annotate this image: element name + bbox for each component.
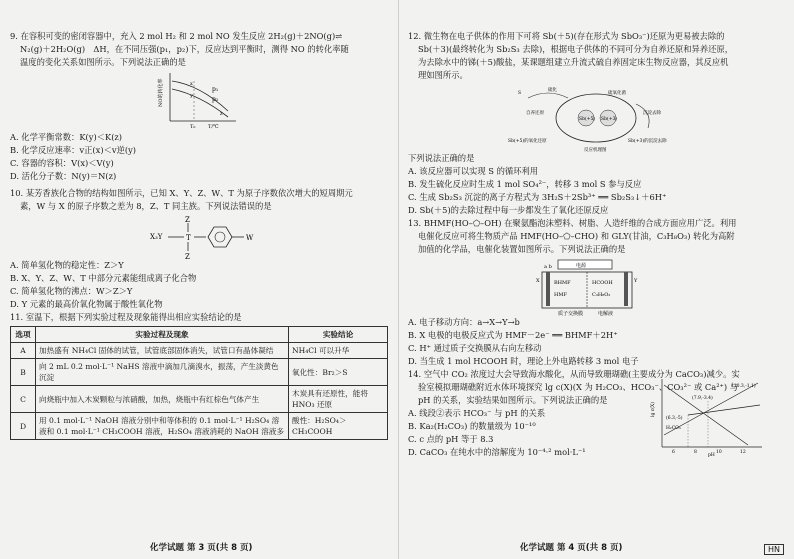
q14-point-3: (10.3,-1.1) [732,384,756,389]
q13-line: 加值的化学品，电催化装置如图所示。下列说法正确的是 [418,244,626,254]
q9-option-d: D. 活化分子数：N(y)＝N(z) [10,171,117,181]
q14-option-a: A. 线段②表示 HCO₃⁻ 与 pH 的关系 [408,408,546,418]
q14-option-c: C. c 点的 pH 等于 8.3 [408,434,494,444]
q12-option-d: D. Sb(＋5)的去除过程中每一步都发生了氧化还原反应 [408,205,609,215]
q13-electrolysis-cell [408,256,786,316]
q12-option-b: B. 发生硫化反应时生成 1 mol SO₄²⁻，转移 3 mol S 参与反应 [408,179,642,189]
table-cell-conclusion: NH₄Cl 可以升华 [289,343,388,359]
q10-w-label: W [246,234,254,242]
q10-x3y-label: X₃Y [150,233,163,241]
q10-line: 10. 某芳香族化合物的结构如图所示，已知 X、Y、Z、W、T 为原子序数依次增大的短周期元 [10,188,353,198]
q14-point-2: (6.3,-5) [666,416,683,421]
q14-line: 14. 空气中 CO₂ 浓度过大会导致海水酸化，从而导致珊瑚礁(主要成分为 CaCO₃)减少。实 [408,369,740,379]
q13-option-d: D. 当生成 1 mol HCOOH 时，理论上外电路转移 3 mol 电子 [408,356,639,366]
q13-electrolyte-label: 电解液 [598,311,614,316]
q10-option-c: C. 简单氢化物的沸点：W＞Z＞Y [10,286,133,296]
q12-line: 下列说法正确的是 [408,153,475,163]
q14-h2co3-label: H₂CO₃ [666,426,681,431]
q12-line: 为去除水中的锑(＋5)酸盐，某课题组建立升流式硫自养固定床生物反应器，其反应机 [418,57,729,67]
table-cell-procedure: 加热盛有 NH₄Cl 固体的试管，试管底部固体消失，试管口有晶体凝结 [36,343,289,359]
q13-gly-label: C₃H₈O₃ [592,292,611,298]
question-13 [408,217,786,368]
table-header: 实验过程及现象 [36,327,289,343]
table-header: 选项 [11,327,36,343]
column-divider [398,0,399,559]
q10-t-label: T [186,234,191,242]
q9-t0-label: T₀ [190,124,196,130]
table-cell-conclusion: 酸性：H₂SO₄＞CH₃COOH [289,413,388,440]
q14-y-axis-label: lg c(X) [651,402,656,417]
q9-option-c: C. 容器的容积：V(x)＜V(y) [10,158,114,168]
q12-precipitation-label: 沉淀去除 [643,111,661,116]
q13-option-a: A. 电子移动方向：a→X→Y→b [408,317,520,327]
q12-line: Sb(＋3)(最终转化为 Sb₂S₃ 去除)，根据电子供体的不同可分为自养还原和异养还原， [418,44,734,54]
question-11 [10,311,393,440]
q9-line: 温度的变化关系如图所示。下列说法正确的是 [20,57,186,67]
q12-mechanism-diagram [408,82,786,152]
question-14 [408,368,786,459]
q13-bhmf-label: BHMF [554,280,571,286]
q13-ab-label: a b [544,264,552,270]
q14-x-tick: 6 [672,450,675,455]
q13-line: 13. BHMF(HO–⬠–OH) 在聚氨酯泡沫塑料、树脂、人造纤维的合成方面应用广泛。利用 [408,218,737,228]
q9-p1-label: p₁ [212,86,219,93]
q13-power-label: 电源 [576,263,587,269]
q13-x-electrode: X [536,278,540,284]
q11-line: 11. 室温下，根据下列实验过程及现象能得出相应实验结论的是 [10,312,242,322]
table-row [11,343,388,359]
page-footer-right: 化学试题 第 4 页(共 8 页) [520,543,623,553]
q9-point-z: z [220,111,223,117]
q9-option-a: A. 化学平衡常数：K(y)＜K(z) [10,132,123,142]
q13-y-electrode: Y [634,278,638,284]
q14-x-tick: 8 [694,450,697,455]
q10-option-a: A. 简单氢化物的稳定性：Z＞Y [10,260,124,270]
q9-line: N₂(g)＋2H₂O(g) ΔH，在不同压强(p₁，p₂)下，反应达到平衡时，测得 NO 的转化率随 [20,44,349,54]
table-cell-option: B [11,359,36,386]
q14-option-d: D. CaCO₃ 在纯水中的溶解度为 10⁻⁴·² mol·L⁻¹ [408,447,586,457]
question-12 [408,30,786,217]
q9-option-b: B. 化学反应速率：v正(x)＜v逆(y) [10,145,137,155]
table-header-row [11,327,388,343]
q11-table [10,326,388,440]
q9-point-y: y [190,93,193,99]
q12-removal-label: Sb(+3)的沉淀去除 [628,139,667,144]
q12-sb3-label: Sb(+3) [601,117,618,122]
table-cell-option: A [11,343,36,359]
q9-t-axis-label: T/℃ [208,124,219,130]
q14-x-tick: 10 [716,450,722,455]
q13-option-c: C. H⁺ 通过质子交换膜从右向左移动 [408,343,542,353]
q10-z-top-label: Z [185,216,190,224]
q10-option-b: B. X、Y、Z、W、T 中部分元素能组成离子化合物 [10,273,197,283]
q12-option-a: A. 该反应器可以实现 S 的循环利用 [408,166,539,176]
q10-z-bottom-label: Z [185,253,190,259]
left-column [10,30,393,440]
q12-option-c: C. 生成 Sb₂S₃ 沉淀的离子方程式为 3H₂S＋2Sb³⁺ ══ Sb₂S₃↓＋6H⁺ [408,192,667,202]
q10-structure [10,213,393,259]
region-badge: HN [764,544,784,555]
q9-conversion-graph [10,69,393,131]
table-row [11,413,388,440]
table-cell-procedure: 用 0.1 mol·L⁻¹ NaOH 溶液分别中和等体积的 0.1 mol·L⁻¹ H₂SO₄ 溶液和 0.1 mol·L⁻¹ CH₃COOH 溶液，H₂SO₄ 溶液消耗的 NaOH 溶液多 [36,413,289,440]
right-column [408,30,786,459]
q10-line: 素，W 与 X 的原子序数之差为 8，Z、T 同主族。下列说法错误的是 [20,201,272,211]
q12-line: 12. 微生物在电子供体的作用下可将 Sb(＋5)(存在形式为 SbO₃⁻)还原为更易被去除的 [408,31,725,41]
table-cell-conclusion: 氧化性：Br₂＞S [289,359,388,386]
q12-s-label: S [518,91,522,96]
table-cell-option: C [11,386,36,413]
q13-membrane-label: 质子交换膜 [558,311,584,316]
q12-autotrophic-label: 自养还原 [526,111,544,116]
table-cell-option: D [11,413,36,440]
q12-sb5-label: Sb(+5) [579,117,596,122]
q14-point-1: (7.9,-3.4) [692,396,713,401]
q14-lgc-ph-graph [648,375,768,457]
q14-line: pH 的关系，实验结果如图所示。下列说法正确的是 [418,395,608,405]
table-header: 实验结论 [289,327,388,343]
table-cell-conclusion: 木炭具有还原性，能将 HNO₃ 还原 [289,386,388,413]
q12-redox-label: Sb(+5)的氧化还原 [508,139,547,144]
q12-caption: 反应机理图 [584,148,607,152]
table-row [11,386,388,413]
q14-line: 验室模拟珊瑚礁附近水体环境探究 lg c(X)(X 为 H₂CO₃、HCO₃⁻、CO₃²⁻ 或 Ca²⁺) 与 [418,382,739,392]
table-cell-procedure: 向 2 mL 0.2 mol·L⁻¹ NaHS 溶液中滴加几滴溴水，振荡，产生淡黄色沉淀 [36,359,289,386]
q14-option-b: B. Ka₂(H₂CO₃) 的数量级为 10⁻¹⁰ [408,421,536,431]
q9-point-x: x [190,81,193,87]
table-cell-procedure: 向烧瓶中加入木炭颗粒与浓硝酸，加热，烧瓶中有红棕色气体产生 [36,386,289,413]
q12-line: 理如图所示。 [418,70,468,80]
q10-option-d: D. Y 元素的最高价氧化物属于酸性氧化物 [10,299,163,309]
q13-hcooh-label: HCOOH [592,280,613,286]
q12-bacteria-label: 硫氧化菌 [608,91,626,96]
question-10 [10,187,393,311]
q12-sulfidation-label: 硫化 [548,88,557,93]
q13-option-b: B. X 电极的电极反应式为 HMF－2e⁻ ══ BHMF＋2H⁺ [408,330,618,340]
q9-line: 9. 在容积可变的密闭容器中，充入 2 mol H₂ 和 2 mol NO 发生反应 2H₂(g)＋2NO(g)⇌ [10,31,343,41]
q9-p2-label: p₂ [212,96,219,103]
q13-hmf-label: HMF [554,292,567,298]
page-footer-left: 化学试题 第 3 页(共 8 页) [150,543,253,553]
table-row [11,359,388,386]
q9-y-axis-label: NO的转化率 [158,78,164,107]
q14-x-tick: 12 [740,450,746,455]
question-9 [10,30,393,183]
q14-x-axis-label: pH [708,453,715,457]
q13-line: 电催化反应可将生物质产品 HMF(HO–⬠–CHO) 和 GLY(甘油，C₃H₈O₃) 转化为高附 [418,231,735,241]
